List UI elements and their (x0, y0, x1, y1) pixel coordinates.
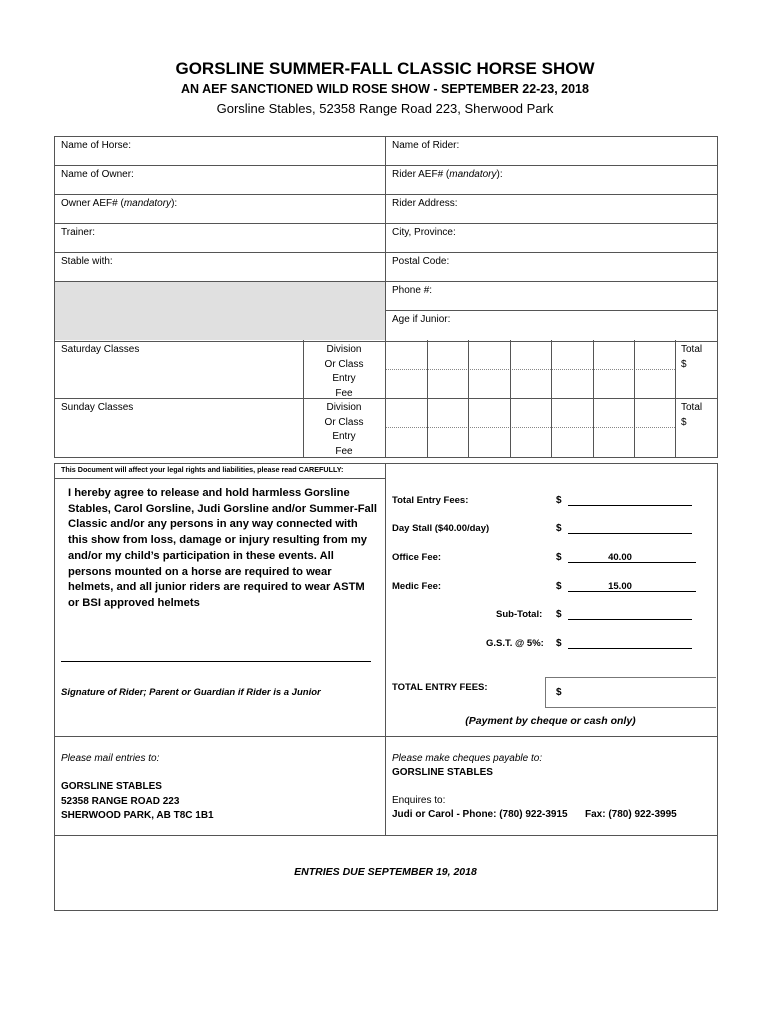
division-line: Division (326, 402, 362, 413)
mail-city: SHERWOOD PARK, AB T8C 1B1 (61, 810, 214, 821)
division-line: Division (326, 344, 362, 355)
division-line: Fee (335, 387, 353, 399)
total-entry-dollar: $ (556, 495, 562, 506)
trainer-field[interactable]: Trainer: (61, 227, 96, 238)
owner-aef-suffix: ): (171, 198, 178, 209)
waiver-line: this show from loss, damage or injury resulting from my (68, 534, 368, 547)
gst-input[interactable] (568, 648, 692, 649)
owner-aef-mandatory: mandatory (123, 198, 172, 209)
mail-entries-label: Please mail entries to: (61, 753, 160, 764)
rider-aef-suffix: ): (496, 169, 503, 180)
saturday-classes-label: Saturday Classes (61, 344, 140, 355)
cheques-payable-label: Please make cheques payable to: (392, 753, 543, 764)
enquiries-phone: Judi or Carol - Phone: (780) 922-3915 (392, 809, 568, 820)
total-label: Total (681, 344, 703, 355)
mail-street: 52358 RANGE ROAD 223 (61, 795, 180, 807)
gst-dollar: $ (556, 638, 562, 649)
page-location: Gorsline Stables, 52358 Range Road 223, Sherwood Park (216, 101, 554, 116)
payment-note: (Payment by cheque or cash only) (465, 715, 636, 727)
postal-code-field[interactable]: Postal Code: (392, 256, 450, 267)
cheques-payable-name: GORSLINE STABLES (392, 767, 493, 778)
grand-total-dollar: $ (556, 687, 562, 698)
page-title: GORSLINE SUMMER-FALL CLASSIC HORSE SHOW (175, 59, 595, 78)
grand-total-box[interactable] (545, 677, 716, 708)
medic-fee-dollar: $ (556, 581, 562, 592)
shaded-blank-area (55, 282, 385, 340)
waiver-line: Classic and/or any persons in any way connected with (68, 518, 358, 531)
day-stall-dollar: $ (556, 523, 562, 534)
horse-name-field[interactable]: Name of Horse: (61, 140, 132, 151)
waiver-line: helmets, and all junior riders are required to wear ASTM (68, 581, 365, 594)
grand-total-label: TOTAL ENTRY FEES: (392, 682, 488, 693)
sunday-total[interactable] (681, 401, 702, 430)
total-dollar: $ (681, 416, 687, 428)
signature-label: Signature of Rider; Parent or Guardian if Rider is a Junior (61, 687, 321, 698)
medic-fee-label: Medic Fee: (392, 581, 442, 592)
city-province-field[interactable]: City, Province: (392, 227, 456, 238)
office-fee-dollar: $ (556, 552, 562, 563)
division-line: Entry (332, 373, 356, 384)
medic-fee-value: 15.00 (608, 581, 632, 592)
waiver-line: I hereby agree to release and hold harmless Gorsline (68, 487, 350, 499)
saturday-division-header (303, 343, 385, 401)
enquiries-label: Enquires to: (392, 795, 446, 806)
waiver-line: and/or my child’s participation in these events. All (68, 549, 334, 562)
rider-aef-mandatory: mandatory (449, 169, 497, 180)
entries-due: ENTRIES DUE SEPTEMBER 19, 2018 (294, 866, 477, 878)
mail-name: GORSLINE STABLES (61, 781, 162, 792)
subtotal-input[interactable] (568, 619, 692, 620)
rider-address-field[interactable]: Rider Address: (392, 198, 458, 209)
office-fee-label: Office Fee: (392, 552, 442, 563)
saturday-total[interactable] (681, 343, 702, 372)
waiver-line: Stables, Carol Gorsline, Judi Gorsline and/or Summer-Fall (68, 502, 377, 515)
division-line: Fee (335, 445, 353, 457)
day-stall-label: Day Stall ($40.00/day) (392, 523, 490, 534)
sunday-classes-label: Sunday Classes (61, 402, 134, 413)
owner-aef-field[interactable] (61, 197, 177, 210)
waiver-line: or BSI approved helmets (68, 596, 200, 609)
owner-aef-prefix: Owner AEF# ( (61, 198, 124, 209)
total-entry-fees-input[interactable] (568, 505, 692, 506)
rider-name-field[interactable]: Name of Rider: (392, 140, 460, 151)
waiver-text (68, 486, 377, 612)
mail-address-block (61, 780, 214, 824)
medic-fee-input[interactable] (568, 591, 696, 592)
division-line: Entry (332, 431, 356, 442)
owner-name-field[interactable]: Name of Owner: (61, 169, 134, 180)
division-line: Or Class (324, 416, 364, 428)
subtotal-dollar: $ (556, 609, 562, 620)
enquiries-fax: Fax: (780) 922-3995 (585, 809, 677, 820)
junior-age-field[interactable]: Age if Junior: (392, 314, 451, 325)
legal-notice: This Document will affect your legal rights and liabilities, please read CAREFULLY: (61, 465, 344, 474)
office-fee-value: 40.00 (608, 552, 632, 563)
waiver-line: persons mounted on a horse are required to wear (68, 565, 332, 578)
office-fee-input[interactable] (568, 562, 696, 563)
sunday-division-header (303, 401, 385, 459)
rider-aef-field[interactable] (392, 168, 503, 181)
phone-field[interactable]: Phone #: (392, 285, 433, 296)
signature-line[interactable] (61, 661, 371, 662)
day-stall-input[interactable] (568, 533, 692, 534)
division-line: Or Class (324, 358, 364, 370)
total-dollar: $ (681, 358, 687, 370)
rider-aef-prefix: Rider AEF# ( (392, 169, 450, 180)
gst-label: G.S.T. @ 5%: (486, 638, 544, 649)
stable-field[interactable]: Stable with: (61, 256, 113, 267)
total-entry-fees-label: Total Entry Fees: (392, 495, 469, 506)
subtotal-label: Sub-Total: (496, 609, 543, 620)
classes-box (54, 340, 718, 458)
page-subtitle: AN AEF SANCTIONED WILD ROSE SHOW - SEPTEMBER 22-23, 2018 (181, 82, 589, 96)
total-label: Total (681, 402, 703, 413)
